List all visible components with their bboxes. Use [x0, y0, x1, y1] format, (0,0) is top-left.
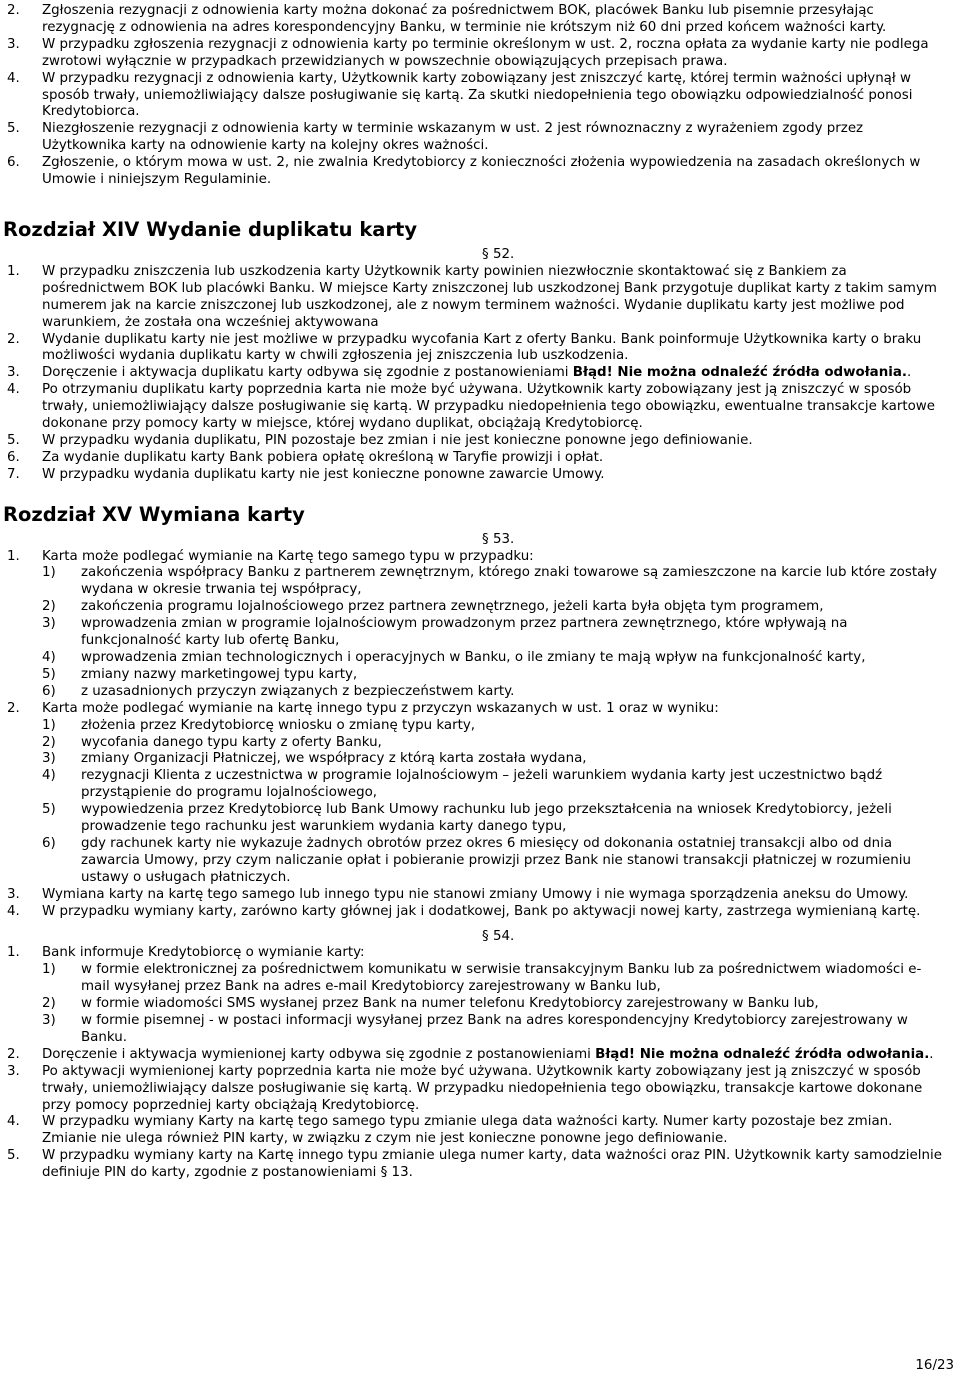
paragraph — [0, 701, 960, 718]
list-item — [0, 768, 960, 802]
list-item — [0, 735, 960, 752]
paragraph-text: Karta może podlegać wymianie na kartę innego typu z przyczyn wskazanych w ust. 1 oraz w wyniku: — [42, 700, 719, 716]
list-item-text: w formie elektronicznej za pośrednictwem komunikatu w serwisie transakcyjnym Banku lub za pośrednictwem wiadomości e-mail wysyłanej przez Bank na adres e-mail Kredytobiorcy zarejestrowany w Banku lub, — [81, 962, 922, 995]
paragraph-number: 5. — [7, 432, 20, 448]
list-item-number: 6) — [42, 835, 56, 851]
list-item-number: 1) — [42, 565, 56, 581]
list-item-text: zmiany Organizacji Płatniczej, we współpracy z którą karta została wydana, — [81, 751, 587, 767]
paragraph-text: W przypadku wymiany Karty na kartę tego samego typu zmianie ulega data ważności karty. Numer karty pozostaje bez zmian. Zmianie nie ulega również PIN karty, w związku z czym nie jest konieczne ponowne jego definiowanie. — [42, 1114, 893, 1147]
paragraph — [0, 264, 960, 332]
paragraph-text: W przypadku rezygnacji z odnowienia karty, Użytkownik karty zobowiązany jest zniszczyć kartę, której termin ważności upłynął w sposób trwały, uniemożliwiający dalsze posługiwanie się kartą. Za skutki niedopełnienia tego obowiązku odpowiedzialność ponosi Kredytobiorca. — [42, 70, 913, 120]
paragraph-number: 1. — [7, 945, 20, 961]
section-number: § 54. — [482, 928, 515, 944]
list-item-number: 6) — [42, 683, 56, 699]
list-item-text: złożenia przez Kredytobiorcę wniosku o zmianę typu karty, — [81, 717, 476, 733]
paragraph-number: 3. — [7, 1063, 20, 1079]
paragraph — [0, 945, 960, 962]
section-symbol: § — [482, 928, 493, 944]
list-item — [0, 565, 960, 599]
paragraph — [0, 904, 960, 921]
list-item-number: 4) — [42, 650, 56, 665]
list-item-text: gdy rachunek karty nie wykazuje żadnych obrotów przez okres 6 miesięcy od dokonania ostatniej transakcji albo od dnia zawarcia Umowy, przy czym naliczanie opłat i pobieranie prowizji przez Bank nie stanowi transakcji płatniczej w rozumieniu ustawy o usługach płatniczych. — [81, 835, 911, 885]
list-item-number: 2) — [42, 599, 56, 615]
section-symbol: § — [482, 246, 493, 262]
paragraph-text: Niezgłoszenie rezygnacji z odnowienia karty w terminie wskazanym w ust. 2 jest równoznaczny z wyrażeniem zgody przez Użytkownika karty na odnowienie karty na kolejny okres ważności. — [42, 121, 864, 154]
list-item — [0, 684, 960, 701]
page-number: 16/23 — [915, 1358, 954, 1373]
paragraph — [0, 433, 960, 450]
paragraph — [0, 382, 960, 433]
list-item-text: rezygnacji Klienta z uczestnictwa w programie lojalnościowym – jeżeli warunkiem wydania karty jest uczestnictwo bądź przystąpienie do programu lojalnościowego, — [81, 768, 883, 801]
paragraph-text: W przypadku wydania duplikatu, PIN pozostaje bez zmian i nie jest konieczne ponowne jego definiowanie. — [42, 432, 753, 448]
list-item — [0, 996, 960, 1013]
list-item-text: zakończenia współpracy Banku z partnerem zewnętrznym, którego znaki towarowe są zamieszczone na karcie lub które zostały wydana w okresie trwania tej współpracy, — [81, 565, 938, 598]
section-number: § 53. — [482, 531, 515, 547]
list-item-number: 4) — [42, 768, 56, 784]
list-item-number: 3) — [42, 1013, 56, 1029]
list-item-text: w formie pisemnej - w postaci informacji wysyłanej przez Bank na adres korespondencyjny Kredytobiorcy zarejestrowany w Banku. — [81, 1013, 908, 1045]
section-symbol: § — [482, 531, 493, 547]
paragraph — [0, 332, 960, 366]
paragraph — [0, 365, 960, 382]
paragraph-number: 5. — [7, 121, 20, 137]
paragraph — [0, 37, 960, 71]
paragraph-text: Zgłoszenie, o którym mowa w ust. 2, nie zwalnia Kredytobiorcy z konieczności złożenia wypowiedzenia na zasadach określonych w Umowie i niniejszym Regulaminie. — [42, 155, 921, 188]
paragraph-text: W przypadku wymiany karty, zarówno karty głównej jak i dodatkowej, Bank po aktywacji nowej karty, zastrzega wymienianą kartę. — [42, 903, 921, 919]
reference-error: Błąd! Nie można odnaleźć źródła odwołania. — [572, 365, 907, 381]
paragraph-number: 3. — [7, 36, 20, 52]
paragraph-number: 1. — [7, 548, 20, 564]
paragraph-number: 4. — [7, 382, 20, 398]
list-item — [0, 650, 960, 667]
paragraph-text: Karta może podlegać wymianie na Kartę tego samego typu w przypadku: — [42, 548, 534, 564]
list-item-text: z uzasadnionych przyczyn związanych z bezpieczeństwem karty. — [81, 683, 515, 699]
list-item — [0, 599, 960, 616]
list-item-text: zmiany nazwy marketingowej typu karty, — [81, 666, 358, 682]
paragraph — [0, 450, 960, 467]
list-item — [0, 1013, 960, 1047]
paragraph-number: 2. — [7, 700, 20, 716]
paragraph — [0, 1114, 960, 1148]
chapter-heading: Rozdział XIV Wydanie duplikatu karty — [3, 217, 418, 241]
paragraph-number: 6. — [7, 449, 20, 465]
paragraph-number: 2. — [7, 1046, 20, 1062]
paragraph — [0, 155, 960, 189]
list-item-text: wprowadzenia zmian technologicznych i operacyjnych w Banku, o ile zmiany te mają wpływ na funkcjonalność karty, — [81, 650, 866, 665]
paragraph-number: 7. — [7, 466, 20, 482]
paragraph-number: 5. — [7, 1148, 20, 1164]
section-number: § 52. — [482, 246, 515, 262]
list-item-number: 5) — [42, 802, 56, 818]
paragraph-text: Wydanie duplikatu karty nie jest możliwe w przypadku wycofania Kart z oferty Banku. Bank poinformuje Użytkownika karty o braku możliwości wydania duplikatu karty w chwili zgłoszenia jej zniszczenia lub uszkodzenia. — [42, 331, 922, 364]
paragraph-text: W przypadku zniszczenia lub uszkodzenia karty Użytkownik karty powinien niezwłocznie skontaktować się z Bankiem za pośrednictwem BOK lub placówki Banku. W miejsce Karty zniszczonej lub uszkodzonej Bank przygotuje duplikat karty z takim samym numerem jak na karcie zniszczonej lub uszkodzonej, ale z nowym terminem ważności. Wydanie duplikatu karty jest możliwe pod warunkiem, że została ona wcześniej aktywowana — [42, 263, 937, 330]
paragraph-text: Doręczenie i aktywacja duplikatu karty odbywa się zgodnie z postanowieniami Błąd! Nie można odnaleźć źródła odwołania.. — [42, 365, 912, 381]
list-item-number: 5) — [42, 666, 56, 682]
paragraph — [0, 887, 960, 904]
list-item — [0, 962, 960, 996]
paragraph-number: 1. — [7, 263, 20, 279]
paragraph — [0, 549, 960, 566]
list-item-number: 2) — [42, 734, 56, 750]
list-item-text: zakończenia programu lojalnościowego przez partnera zewnętrznego, jeżeli karta była objęta tym programem, — [81, 599, 824, 615]
list-item — [0, 616, 960, 650]
paragraph-number: 4. — [7, 903, 20, 919]
paragraph — [0, 1064, 960, 1115]
paragraph-text: Zgłoszenia rezygnacji z odnowienia karty można dokonać za pośrednictwem BOK, placówek Banku lub pisemnie przesyłając rezygnację z odnowienia na adres korespondencyjny Banku, w terminie nie krótszym niż 60 dni przed końcem ważności karty. — [42, 3, 887, 35]
paragraph-number: 3. — [7, 365, 20, 381]
paragraph — [0, 467, 960, 484]
paragraph-text: Wymiana karty na kartę tego samego lub innego typu nie stanowi zmiany Umowy i nie wymaga sporządzenia aneksu do Umowy. — [42, 886, 909, 902]
paragraph — [0, 121, 960, 155]
paragraph — [0, 1148, 960, 1182]
list-item-text: wypowiedzenia przez Kredytobiorcę lub Bank Umowy rachunku lub jego przekształcenia na wniosek Kredytobiorcy, jeżeli prowadzenie tego rachunku jest warunkiem wydania karty danego typu, — [81, 802, 892, 835]
list-item-number: 2) — [42, 996, 56, 1012]
paragraph-number: 4. — [7, 70, 20, 86]
paragraph-number: 3. — [7, 886, 20, 902]
list-item — [0, 667, 960, 684]
paragraph-text: Doręczenie i aktywacja wymienionej karty odbywa się zgodnie z postanowieniami Błąd! Nie można odnaleźć źródła odwołania.. — [42, 1046, 934, 1062]
list-item — [0, 718, 960, 735]
list-item-number: 1) — [42, 717, 56, 733]
top-paragraphs — [0, 3, 960, 189]
paragraph — [0, 1047, 960, 1064]
list-item — [0, 751, 960, 768]
list-item-text: wycofania danego typu karty z oferty Banku, — [81, 734, 382, 750]
paragraph-number: 4. — [7, 1114, 20, 1130]
paragraph-text: W przypadku zgłoszenia rezygnacji z odnowienia karty po terminie określonym w ust. 2, roczna opłata za wydanie karty nie podlega zwrotowi wyłącznie w przypadkach przewidzianych w powszechnie obowiązujących przepisach prawa. — [42, 36, 929, 69]
list-item-text: w formie wiadomości SMS wysłanej przez Bank na numer telefonu Kredytobiorcy zarejestrowany w Banku lub, — [81, 996, 819, 1012]
paragraph-text: W przypadku wymiany karty na Kartę innego typu zmianie ulega numer karty, data ważności oraz PIN. Użytkownik karty samodzielnie definiuje PIN do karty, zgodnie z postanowieniami § 13. — [42, 1148, 942, 1181]
list-item — [0, 802, 960, 836]
paragraph — [0, 3, 960, 37]
list-item — [0, 836, 960, 887]
list-item-number: 3) — [42, 616, 56, 632]
chapter-heading: Rozdział XV Wymiana karty — [3, 502, 305, 526]
paragraph-text: Bank informuje Kredytobiorcę o wymianie karty: — [42, 945, 365, 961]
list-item-text: wprowadzenia zmian w programie lojalnościowym prowadzonym przez partnera zewnętrznego, które wpływają na funkcjonalność karty lub ofertę Banku, — [81, 616, 848, 649]
paragraph-number: 2. — [7, 3, 20, 18]
list-item-number: 1) — [42, 962, 56, 978]
paragraph-number: 6. — [7, 155, 20, 171]
paragraph-text: Za wydanie duplikatu karty Bank pobiera opłatę określoną w Taryfie prowizji i opłat. — [42, 449, 604, 465]
paragraph-text: W przypadku wydania duplikatu karty nie jest konieczne ponowne zawarcie Umowy. — [42, 466, 605, 482]
reference-error: Błąd! Nie można odnaleźć źródła odwołania. — [595, 1046, 930, 1062]
list-item-number: 3) — [42, 751, 56, 767]
paragraph — [0, 71, 960, 122]
paragraph-text: Po otrzymaniu duplikatu karty poprzednia karta nie może być używana. Użytkownik karty zobowiązany jest ją zniszczyć w sposób trwały, uniemożliwiający dalsze posługiwanie się kartą. W przypadku niedopełnienia tego obowiązku, ewentualne transakcje kartowe dokonane przy pomocy karty w miejsce, której wydano duplikat, obciążają Kredytobiorcę. — [42, 382, 936, 432]
paragraph-number: 2. — [7, 331, 20, 347]
paragraph-text: Po aktywacji wymienionej karty poprzednia karta nie może być używana. Użytkownik karty zobowiązany jest ją zniszczyć w sposób trwały, uniemożliwiający dalsze posługiwanie się kartą. W przypadku niedopełnienia tego obowiązku, transakcje kartowe dokonane przy pomocy poprzedniej karty obciążają Kredytobiorcę. — [42, 1063, 923, 1113]
